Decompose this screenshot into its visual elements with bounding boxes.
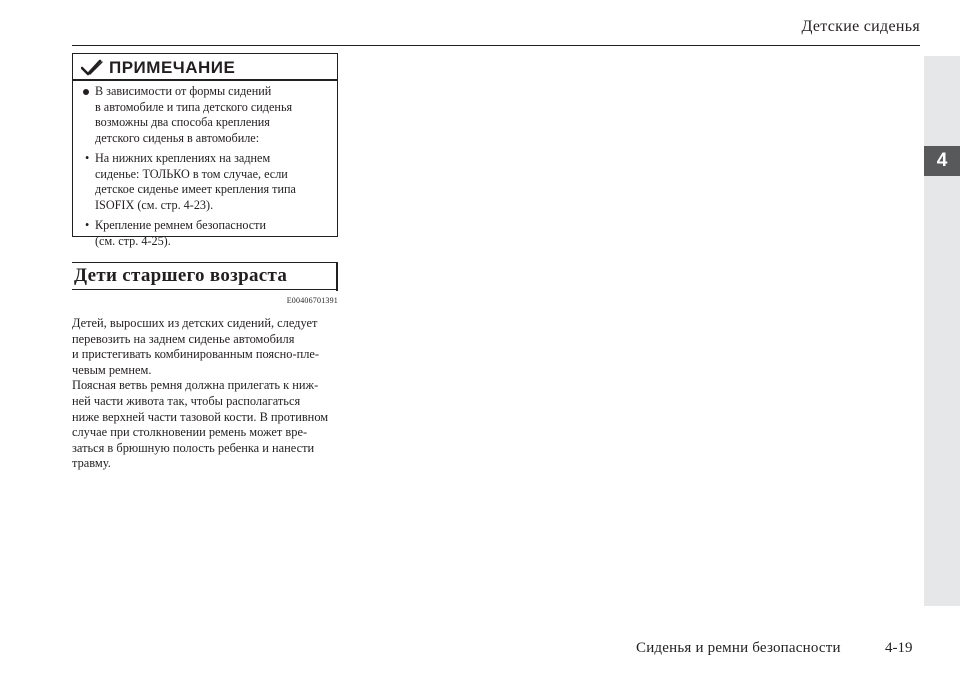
section-body-text: Детей, выросших из детских сидений, следует перевозить на заднем сиденье автомобиля и пристегивать комбинированным поясно-пле- чевым ремнем. Поясная ветвь ремня должна прилегать к ниж- ней части живота так, чтобы располагаться ниже верхней части тазовой кости. В противном случае при столкновении ремень может вре- заться в брюшную полость ребенка и нанести травму. [72, 316, 329, 471]
chapter-number-tab: 4 [924, 146, 960, 176]
note-list-item [85, 151, 333, 213]
note-list-text: Крепление ремнем безопасности (см. стр. 4-25). [95, 218, 267, 248]
running-header-title: Детские сиденья [801, 18, 920, 35]
note-box [72, 53, 338, 248]
section-heading-bar [336, 262, 338, 291]
document-code: E00406701391 [286, 296, 338, 305]
note-header [81, 58, 235, 78]
note-list-bullet: • [85, 218, 90, 232]
page-number: 4-19 [885, 640, 913, 656]
chapter-side-tab [924, 56, 960, 606]
note-body [81, 84, 333, 249]
note-lead-item [81, 84, 333, 146]
note-list-text: На нижних креплениях на заднем сиденье: ТОЛЬКО в том случае, если детское сиденье имеет крепления типа ISOFIX (см. стр. 4-23). [95, 151, 296, 212]
section-heading [72, 262, 338, 290]
note-list-bullet: • [85, 151, 90, 165]
checkmark-note-icon [81, 59, 103, 77]
note-divider [73, 79, 337, 81]
header-divider [72, 45, 920, 46]
note-list-item [85, 218, 333, 249]
note-label: ПРИМЕЧАНИЕ [109, 58, 236, 77]
footer-section-name: Сиденья и ремни безопасности [636, 640, 841, 656]
bullet-dot-icon [83, 89, 89, 95]
note-lead-text: В зависимости от формы сидений в автомобиле и типа детского сиденья возможны два способа крепления детского сиденья в автомобиле: [95, 84, 293, 145]
section-title: Дети старшего возраста [74, 265, 288, 286]
